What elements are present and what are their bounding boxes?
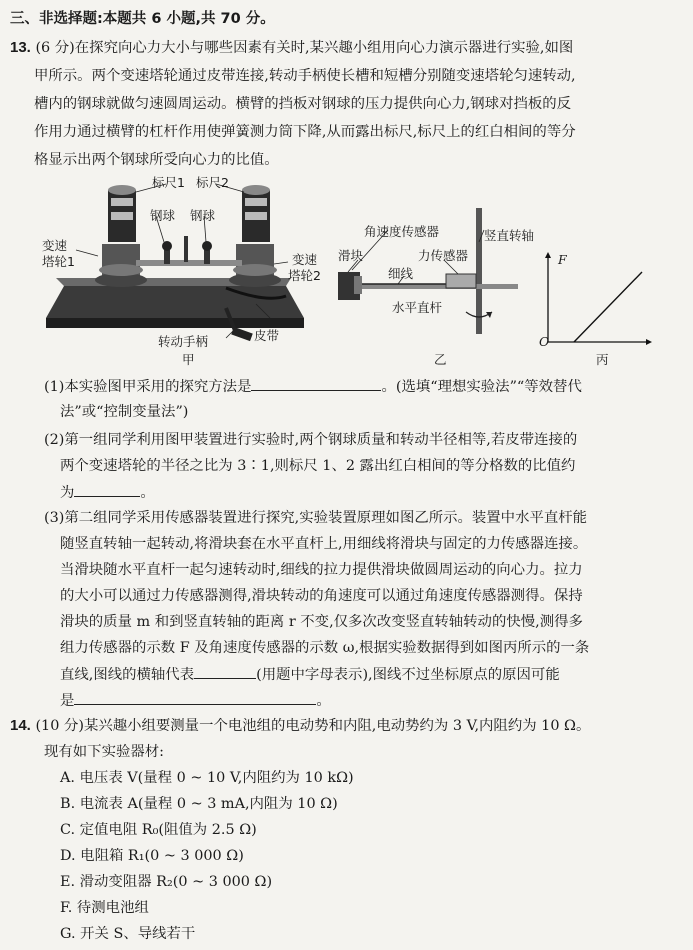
- q13-sub2-line-1: (2)第一组同学利用图甲装置进行实验时,两个钢球质量和转动半径相等,若皮带连接的: [44, 432, 578, 448]
- label-ruler1: 标尺1: [152, 175, 185, 190]
- sub1-text-a: (1)本实验图甲采用的探究方法是: [44, 379, 252, 395]
- q13-sub3-line-7: [60, 664, 560, 685]
- graph-y-label: F: [558, 252, 567, 267]
- q13-sub3-line-5: 滑块的质量 m 和到竖直转轴的距离 r 不变,仅多次改变竖直转轴转动的快慢,测得多: [60, 614, 583, 630]
- label-pulley2-b: 塔轮2: [288, 268, 321, 283]
- label-pulley2-a: 变速: [292, 252, 318, 267]
- label-angular-sensor: 角速度传感器: [364, 224, 440, 239]
- q13-sub3-line-2: 随竖直转轴一起转动,将滑块套在水平直杆上,用细线将滑块与固定的力传感器连接。: [60, 536, 588, 552]
- label-belt: 皮带: [254, 328, 280, 343]
- sub3-text-d: 。: [316, 693, 331, 709]
- label-ruler2: 标尺2: [196, 175, 229, 190]
- answer-blank-2[interactable]: [74, 482, 140, 497]
- sub2-text-a: 为: [60, 485, 75, 501]
- q13-line-4: 作用力通过横臂的杠杆作用使弹簧测力筒下降,从而露出标尺,标尺上的红白相间的等分: [34, 124, 576, 140]
- graph-origin-label: O: [539, 334, 550, 349]
- label-ball-left: 钢球: [150, 208, 176, 223]
- label-ball-right: 钢球: [190, 208, 216, 223]
- q13-sub3-line-8: [60, 690, 331, 711]
- q14-option-d: D. 电阻箱 R₁(0 ~ 3 000 Ω): [60, 848, 244, 864]
- q14-option-c: C. 定值电阻 R₀(阻值为 2.5 Ω): [60, 822, 257, 838]
- sub3-text-b: (用题中字母表示),图线不过坐标原点的原因可能: [256, 667, 560, 683]
- figure-bing-graph: [534, 252, 654, 352]
- label-slider: 滑块: [338, 248, 364, 263]
- q14-number: 14.: [10, 717, 31, 734]
- label-force-sensor: 力传感器: [418, 248, 469, 263]
- q13-sub3-line-4: 的大小可以通过力传感器测得,滑块转动的角速度可以通过角速度传感器测得。保持: [60, 588, 583, 604]
- q13-sub3-line-3: 当滑块随水平直杆一起匀速转动时,细线的拉力提供滑块做圆周运动的向心力。拉力: [60, 562, 583, 578]
- answer-blank-3[interactable]: [194, 664, 256, 679]
- caption-jia: 甲: [182, 352, 195, 367]
- q14-line-1: [10, 716, 590, 736]
- label-pulley1-b: 塔轮1: [42, 254, 75, 269]
- q13-line-1: [10, 38, 573, 58]
- sub1-text-b: 。(选填“理想实验法”“等效替代: [381, 379, 582, 395]
- label-vertical-axis: 竖直转轴: [484, 228, 535, 243]
- q13-sub2-line-2: 两个变速塔轮的半径之比为 3∶1,则标尺 1、2 露出红白相间的等分格数的比值约: [60, 458, 576, 474]
- q13-line-5: 格显示出两个钢球所受向心力的比值。: [34, 152, 279, 168]
- q13-intro-text: (6 分)在探究向心力大小与哪些因素有关时,某兴趣小组用向心力演示器进行实验,如图: [35, 40, 574, 56]
- caption-bing: 丙: [596, 352, 609, 367]
- sub3-text-c: 是: [60, 693, 75, 709]
- q14-option-b: B. 电流表 A(量程 0 ~ 3 mA,内阻为 10 Ω): [60, 796, 338, 812]
- sub2-text-b: 。: [140, 485, 155, 501]
- section-heading: 三、非选择题:本题共 6 小题,共 70 分。: [10, 11, 275, 27]
- label-pulley1-a: 变速: [42, 238, 68, 253]
- q14-option-e: E. 滑动变阻器 R₂(0 ~ 3 000 Ω): [60, 874, 273, 890]
- q13-line-3: 槽内的钢球就做匀速圆周运动。横臂的挡板对钢球的压力提供向心力,钢球对挡板的反: [34, 96, 572, 112]
- q14-line-2: 现有如下实验器材:: [44, 744, 164, 760]
- graph-line: [574, 272, 642, 342]
- q13-sub1-line-2: 法”或“控制变量法”): [60, 404, 189, 420]
- sub3-text-a: 直线,图线的横轴代表: [60, 667, 195, 683]
- q14-option-f: F. 待测电池组: [60, 900, 149, 916]
- answer-blank-4[interactable]: [74, 690, 316, 705]
- q14-option-g: G. 开关 S、导线若干: [60, 926, 196, 942]
- q14-option-a: A. 电压表 V(量程 0 ~ 10 V,内阻约为 10 kΩ): [60, 770, 354, 786]
- label-handle: 转动手柄: [158, 334, 209, 349]
- q13-number: 13.: [10, 39, 31, 56]
- q13-sub3-line-1: (3)第二组同学采用传感器装置进行探究,实验装置原理如图乙所示。装置中水平直杆能: [44, 510, 588, 526]
- q13-sub2-line-3: [60, 482, 155, 503]
- figure-jia-apparatus: [36, 168, 326, 353]
- q13-sub1-line-1: [44, 376, 582, 397]
- caption-yi: 乙: [434, 352, 447, 367]
- label-horizontal-rod: 水平直杆: [392, 300, 443, 315]
- label-string: 细线: [388, 266, 414, 281]
- q13-sub3-line-6: 组力传感器的示数 F 及角速度传感器的示数 ω,根据实验数据得到如图丙所示的一条: [60, 640, 590, 656]
- answer-blank-1[interactable]: [251, 376, 381, 391]
- q14-intro-text: (10 分)某兴趣小组要测量一个电池组的电动势和内阻,电动势约为 3 V,内阻约为 10 Ω。: [35, 718, 591, 734]
- q13-line-2: 甲所示。两个变速塔轮通过皮带连接,转动手柄使长槽和短槽分别随变速塔轮匀速转动,: [34, 68, 576, 84]
